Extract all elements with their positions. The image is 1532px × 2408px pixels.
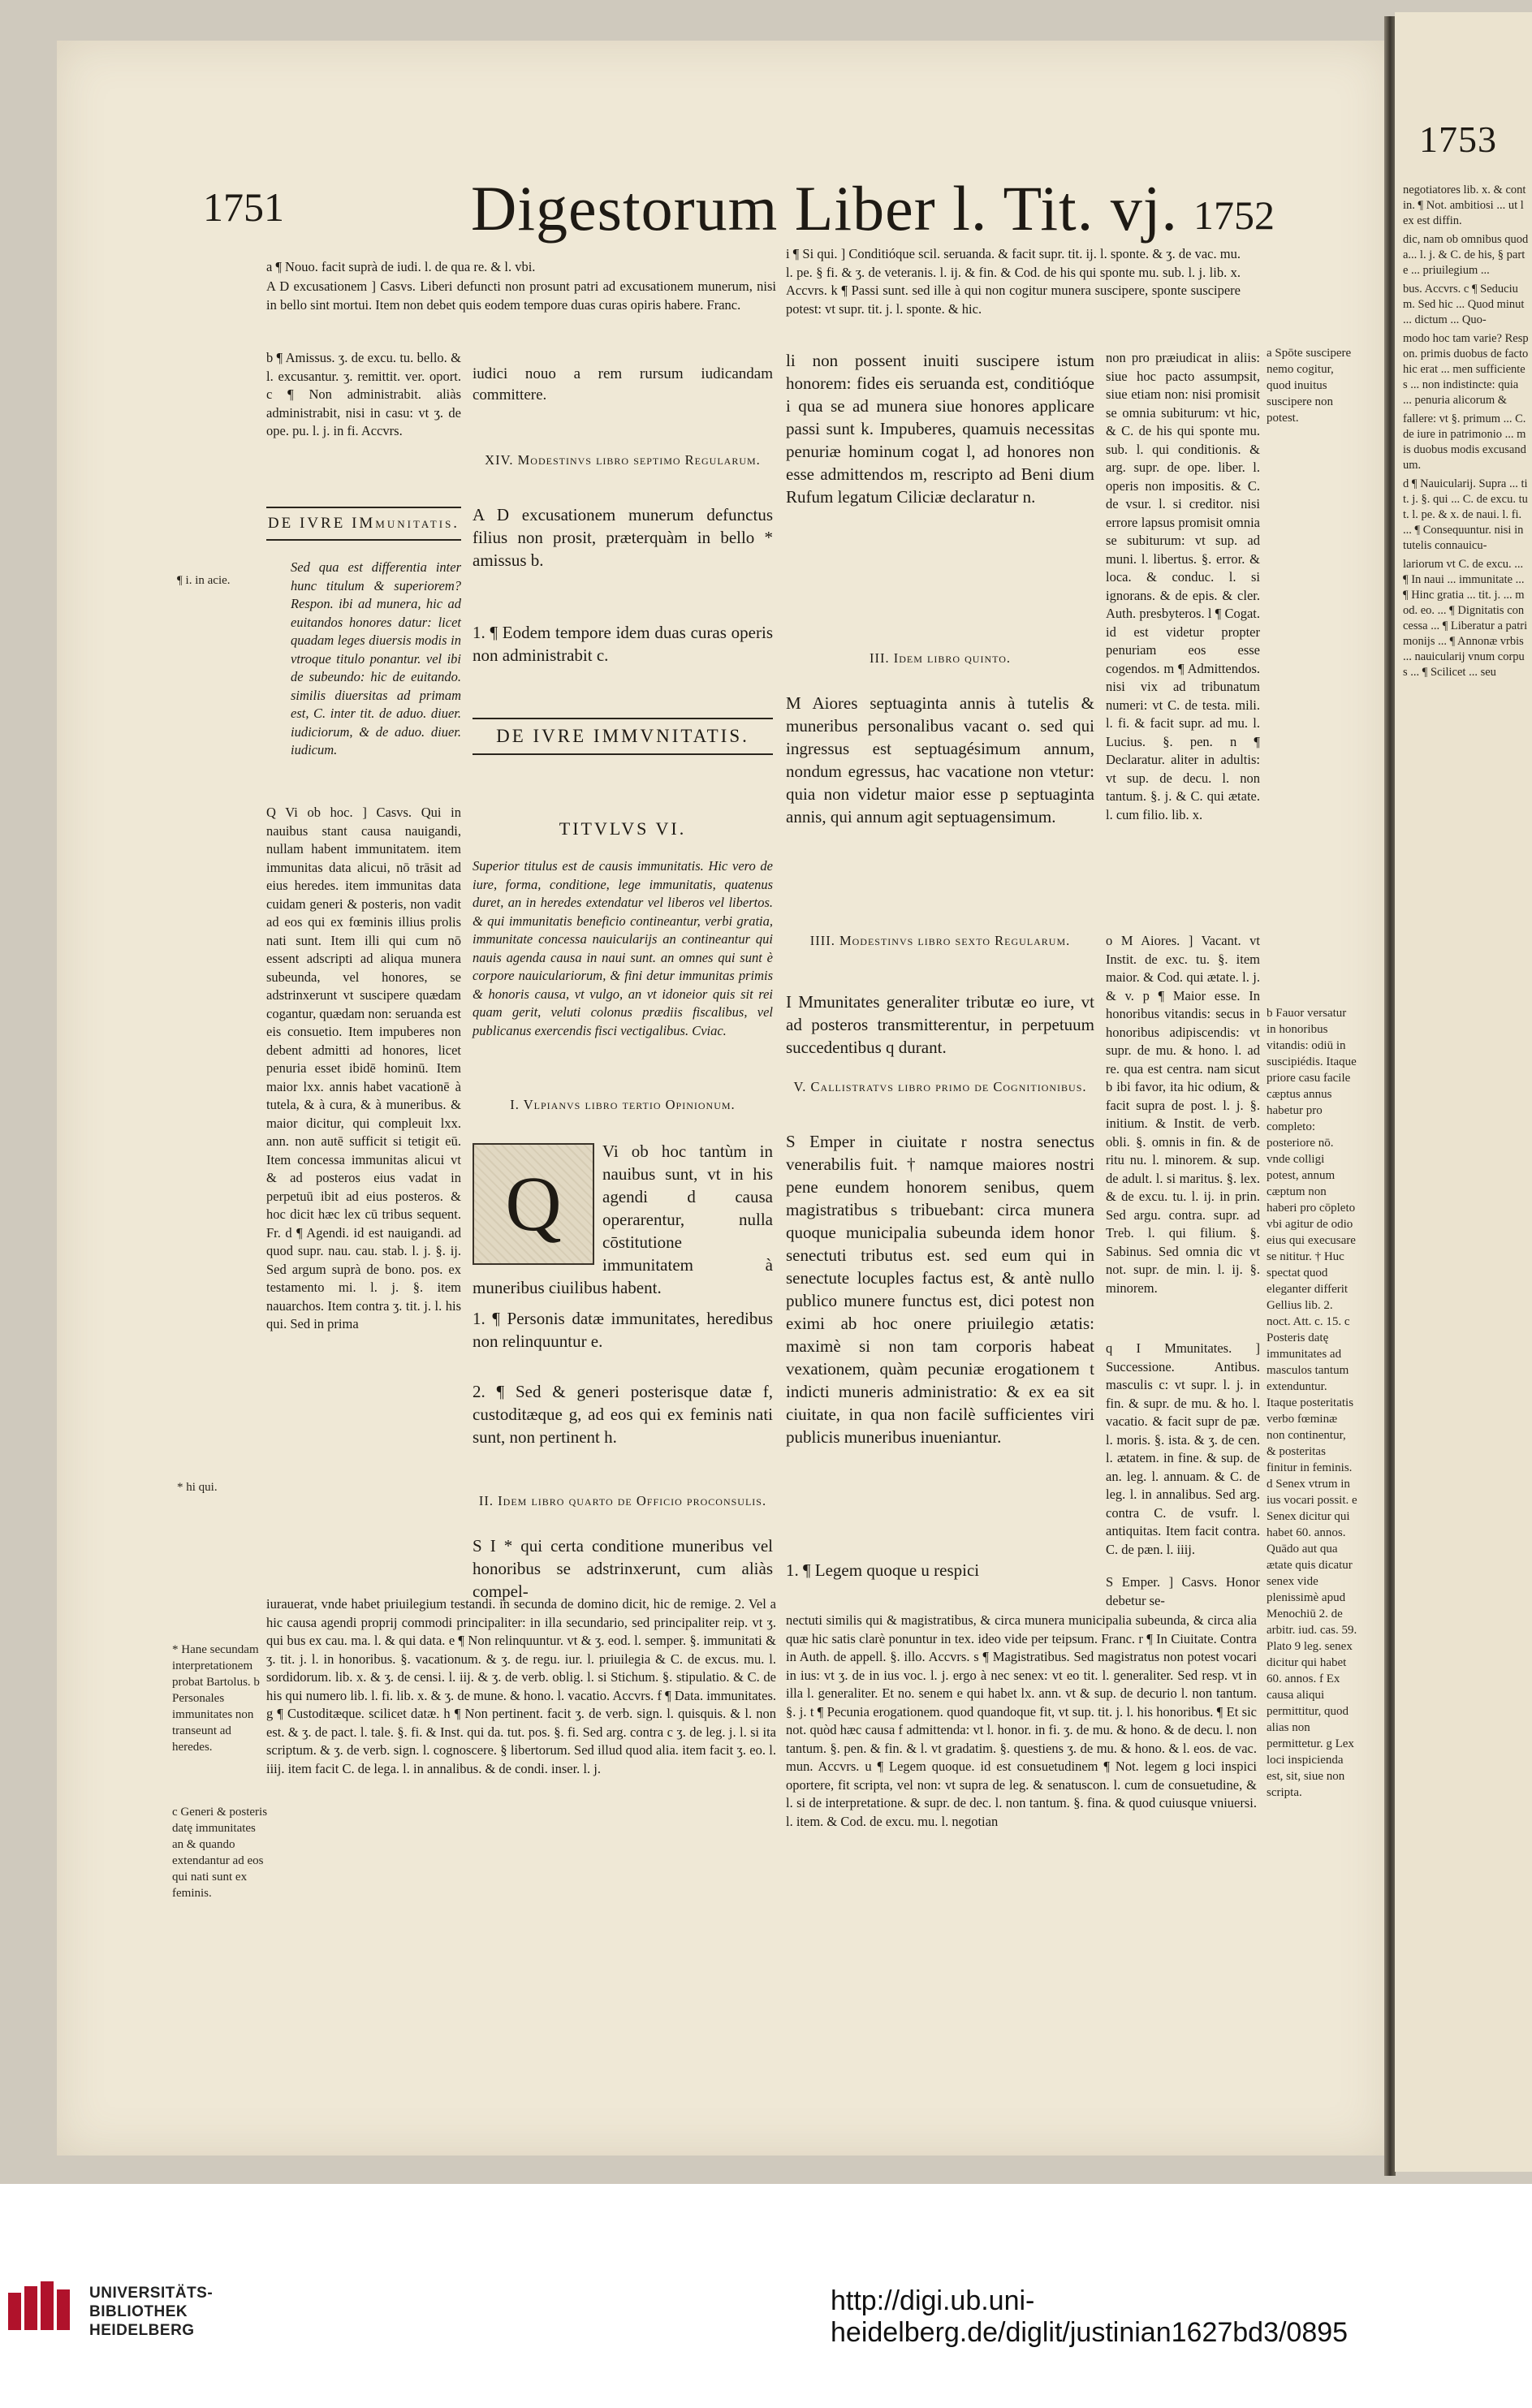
heading-idem-iii: III. Idem libro quinto. [869, 650, 1012, 666]
next-page-line: negotiatores lib. x. & contin. ¶ Not. ambitiosi ... ut lex est diffin. [1403, 183, 1526, 227]
next-page-line: d ¶ Nauicularij. Supra ... tit. j. §. qui ... C. de excu. tut. l. pe. & x. de naui. l. fi. ... ¶ Consequuntur. nisi in tutelis connauicu- [1403, 477, 1528, 552]
ornate-initial-q: Q [473, 1143, 594, 1265]
text-iiii: I Mmunitates generaliter tributæ eo iure, vt ad posteros transmitterentur, in perpetuum succedentibus q durant. [786, 992, 1094, 1057]
folio-right: 1752 [1193, 192, 1275, 238]
title-rubric: DE IVRE IMMVNITATIS. [496, 726, 749, 746]
gloss-semper: S Emper. ] Casvs. Honor debetur se- [1106, 1574, 1260, 1608]
title-block [473, 713, 773, 760]
heading-modestinus-iiii: IIII. Modestinvs libro sexto Regularum. [809, 933, 1071, 948]
next-page-line: lariorum vt C. de excu. ... ¶ In naui ... immunitate ... ¶ Hinc gratia ... tit. j. ... mod. eo. ... ¶ Dignitatis concessa ... ¶ Liberatur a patrimonijs ... ¶ Annonæ vrbis ... nauicularij vnum corpus ... ¶ Scilicet ... seu [1403, 558, 1528, 679]
gloss-column-right: non pro præiudicat in aliis: siue hoc pacto assumpsit, siue etiam non: nisi promisit se omnia subiturum: vt hic, & C. de his qui sponte mu. sub. l. qui conditionis. & arg. supr. de ope. liber. l. operis non impositis. & C. de vsur. l. si creditor. nisi errore lapsus promisit omnia se subiturum: vt sup. ad muni. l. libertus. §. error. & loca. & conduc. l. si ignorans. & de epis. & cler. Auth. presbyteros. l ¶ Cogat. id est videtur propter penuriam eos esse cogendos. m ¶ Admittendos. nisi vix ad tribunatum numeri: vt C. de testa. mili. l. fi. & facit supr. ad mu. l. Lucius. §. pen. n ¶ Declaratur. aliter in adultis: vt sup. de decu. l. non tantum. §. j. & C. qui ætate. l. cum filio. lib. x. [1106, 350, 1260, 822]
text-i-2: 2. ¶ Sed & generi posterisque datæ f, custoditæque g, ad eos qui ex feminis nati sunt, non pertinent h. [473, 1382, 773, 1447]
rule-line [473, 718, 773, 719]
text-honorem: li non possent inuiti suscipere istum honorem: fides eis seruanda est, conditióque i qua se ad munera siue honores applicare passi sunt k. Impuberes, quamuis necessitas penuriæ hominum cogat l, ad honores non esse admittendos m, rescripto ad Beni dium Rufum legatum Ciliciæ declaratur n. [786, 351, 1094, 507]
library-name-line: BIBLIOTHEK [89, 2303, 188, 2320]
rubric-de-iure: DE IVRE IMmunitatis. [267, 515, 460, 532]
next-page-text [1403, 183, 1529, 684]
text-v-1: 1. ¶ Legem quoque u respici [786, 1560, 980, 1580]
gloss-maiores: o M Aiores. ] Vacant. vt Instit. de exc. tu. §. item maior. & Cod. qui ætate. l. j. & v. p ¶ Maior esse. In honoribus vitandis: secus in honoribus adipiscendis: vt supr. de mu. & hono. l. ad re. qua est centra. nam sicut b ibi favor, ita hic odium, & facit supra de post. l. j. §. initium. & Instit. de verb. obli. §. omnis in fin. & de ritu nu. l. minorem. & sup. de adult. l. si maritus. §. lex. & de excu. tu. l. ij. in prin. Sed argu. contra. supr. ad Treb. l. qui filium. §. Sabinus. Sed omnia dic vt not. supr. de min. l. ij. §. minorem. [1106, 933, 1260, 1296]
text-xiv-1: 1. ¶ Eodem tempore idem duas curas operis non administrabit c. [473, 623, 773, 665]
gloss-qui-ob-hoc: Q Vi ob hoc. ] Casvs. Qui in nauibus stant causa nauigandi, nullam habent immunitatem. item immunitas data alicui, nō trāsit ad eius heredes. item immunitas data cuidam generi & posteris, non vadit ad eos qui ex fœminis illius prolis nati sunt. Item illi qui cum nō essent adscripti ad aliqua munera subeunda, vel honores, se adstrinxerunt vt suscipere quædam cogantur, quædam non: seruanda est eis consuetio. Item impuberes non debent admitti ad honores, licet penuria esset ibidē hominū. Item maior lxx. annis habet vacationē à tutela, & à cura, & à muneribus. & maior dicitur, qui compleuit lxx. ann. non autē sufficit si tetigit eū. Item concessa immunitas alicui vt & ad posteros eius vadat in perpetuū ibit ad eius posteros. & hoc dicit hæc lex cū tribus sequent. Fr. d ¶ Agendi. id est nauigandi. ad quod supr. nau. cau. stab. l. j. §. ij. Sed argum suprà de bono. pos. ex testamento mi. l. j. §. item nauarchos. Item contra ʒ. tit. j. l. his qui. Sed in prima [266, 805, 461, 1331]
title-summary: Superior titulus est de causis immunitatis. Hic vero de iure, forma, conditione, lege immunitatis, quatenus duret, an in heredes extendatur vel liberos vel libertos. & qui immunitatis beneficio contineantur, verbi gratia, immunitate concessa nauicularijs an contineantur qui nauis agenda causa in naui sunt. an omnes qui sunt è corpore nauiculariorum, & fini detur immunitas primis & honoris causa, vt vulgo, an vt idoneior quis sit rei quam gerit, veluti colonus prædiis fiscalibus, vel publicanus exercendis fisci vectigalibus. Cviac. [473, 858, 773, 1038]
library-logo-icon [6, 2281, 71, 2332]
heading-callistratus-v: V. Callistratvs libro primo de Cognitionibus. [793, 1079, 1087, 1094]
margin-note-left: ¶ i. in acie. [177, 574, 231, 587]
text-i-1: 1. ¶ Personis datæ immunitates, heredibus non relinquuntur e. [473, 1309, 773, 1351]
book-page-right [1395, 12, 1532, 2172]
text-i-body: Vi ob hoc tantùm in nauibus sunt, vt in his agendi d causa operarentur, nulla cōstitutione immunitatem à muneribus ciuilibus habent. [473, 1141, 773, 1297]
gloss-b-c: b ¶ Amissus. ʒ. de excu. tu. bello. & l. excusantur. ʒ. remittit. ver. oport. c ¶ Non administrabit. aliàs administrabit, nisi in casu: vt ʒ. de ope. pu. l. j. in fi. Accvrs. [266, 350, 461, 438]
book-gutter [1384, 16, 1396, 2176]
folio-left: 1751 [203, 184, 284, 230]
heading-idem-ii: II. Idem libro quarto de Officio proconsulis. [478, 1493, 767, 1508]
margin-note-right: a Spōte suscipere nemo cogitur, quod inuitus suscipere non potest. [1267, 347, 1352, 425]
text-v: S Emper in ciuitate r nostra senectus venerabilis fuit. † namque maiores nostri pene eundem honorem senibus, quem magistratibus s tribuebant: circa munera quoque municipalia subeunda idem honor senectuti tributus est. sed eum qui in senectute locuples factus est, & antè nullo publico munere functus est, dici potest non eximi ab hoc onere priuilegio ætatis: maximè si non tam corporis habeat vexationem, quàm pecuniæ erogationem t indicti muneris administratio: & ex ea sit ciuitate, in qua non facilè sufficientes viri publicis muneribus inueniantur. [786, 1132, 1094, 1447]
page-title: Digestorum Liber l. Tit. vj. [471, 173, 1178, 244]
rule-line [266, 507, 461, 508]
source-url[interactable]: http://digi.ub.uni-heidelberg.de/diglit/justinian1627bd3/0895 [831, 2285, 1349, 2348]
titulus-heading: TITVLVS VI. [559, 818, 687, 839]
rubric-column [266, 502, 461, 546]
margin-note-left: c Generi & posteris datę immunitates an & quando extendantur ad eos qui nati sunt ex feminis. [172, 1806, 268, 1900]
bottom-gloss-right: nectuti similis qui & magistratibus, & circa munera municipalia subeunda, & circa alia quæ hic satis clarè ponuntur in tex. ideo vide per teipsum. Franc. r ¶ In Ciuitate. Contra in Auth. de appell. §. illo. Accvrs. s ¶ Magistratibus. Sed magistratus non potest vocari in ius: vt ʒ. de in ius voc. l. j. ergo à nec senex: vt eo tit. l. generaliter. Sed resp. vt in illa l. generaliter. Et no. senem e qui habet lx. ann. vt & sup. de decurio l. non tantum. §. j. t ¶ Pecunia erogationem. quod quandoque fit, vt sup. tit. j. l. his honoribus. ¶ Et sic not. quòd hæc causa f admittenda: vt l. honor. in fi. ʒ. de mu. & hono. & de decu. l. non tantum. §. pen. & fin. & l. vt gradatim. §. questiens ʒ. de mu. & hono. & l. eos. de vac. mun. Accvrs. u ¶ Legem quoque. id est consuetudinem ¶ Not. legem g loci inspici oportere, fit scripta, vel non: vt supra de leg. & senatuscon. l. cum de consuetudine, & l. si de interpretatione. & supr. de dec. l. non tantum. §. fina. & quod cuiusque vniuersi. l. item. & Cod. de excu. mu. l. negotian [786, 1612, 1257, 1829]
gloss-casus: A D excusationem ] Casvs. Liberi defuncti non prosunt patri ad excusationem munerum, nisi in bello sint mortui. Item non debet quis eodem tempore duas curas opiris habere. Franc. [266, 278, 776, 313]
text-ii: S I * qui certa conditione muneribus vel honoribus se adstrinxerunt, cum aliàs compel- [473, 1536, 773, 1601]
bottom-gloss-left: iurauerat, vnde habet priuilegium testandi. in secunda de domino dicit, hic de remige. 2. Vel a hic causa agendi proprij commodi principaliter: in illa secundario, sed principaliter reip. vt ʒ. qui bus ex cau. ma. l. & qui data. e ¶ Non relinquuntur. vt & ʒ. eod. l. semper. §. immunitati & ʒ. tit. j. l. in honoribus. §. vacationum. & ʒ. de regu. iur. l. priuilegia & C. de excus. mu. l. sordidorum. lib. x. & ʒ. de censi. l. iij. & ʒ. de verb. oblig. l. si Stichum. §. stipulatio. & C. de his qui numero lib. l. fi. lib. x. & ʒ. de mune. & hono. l. vacatio. Accvrs. f ¶ Data. immunitates. g ¶ Custoditæque. scilicet datæ. h ¶ Non pertinent. facit ʒ. de verb. sign. l. quisquis. & l. non est. & ʒ. de pact. l. tale. §. fi. & Inst. qui da. tut. pos. §. fi. Sed arg. contra c ʒ. de leg. j. l. si ita scriptum. & ʒ. de verb. sign. l. cognoscere. § libertorum. Sed illud quod alia. item facit ʒ. eo. l. iiij. item facit C. de lega. l. in annalibus. & de condi. inser. l. j. [266, 1596, 776, 1776]
heading-ulpianus-i: I. Vlpianvs libro tertio Opinionum. [510, 1097, 736, 1112]
text-xiv: A D excusationem munerum defunctus filius non prosit, præterquàm in bello * amissus b. [473, 505, 773, 570]
margin-note-left: * hi qui. [177, 1481, 218, 1494]
gloss-immunitates: q I Mmunitates. ] Successione. Antibus. masculis c: vt supr. l. j. in fin. & supr. de mu. & ho. l. vacatio. & facit supr de pæ. l. moris. §. ista. & ʒ. de cen. l. ætatem. in fine. & sup. de an. leg. l. annuam. & C. de leg. l. in annalibus. Sed arg. contra C. de vsufr. l. antiquitas. Item facit contra. C. de pæn. l. iiij. [1106, 1340, 1260, 1557]
library-name [89, 2284, 213, 2340]
gloss-si-qui: i ¶ Si qui. ] Conditióque scil. seruanda. & facit supr. tit. ij. l. sponte. & ʒ. de vac. mu. l. pe. § fi. & ʒ. de veteranis. l. ij. & fin. & Cod. de his qui sponte mu. sub. l. j. lib. x. Accvrs. k ¶ Passi sunt. sed ille à qui non cogitur munera suscipere, sponte suscipere potest: vt supr. tit. j. l. sponte. & hic. [786, 246, 1241, 317]
gloss-intro: a ¶ Nouo. facit suprà de iudi. l. de qua re. & l. vbi. [266, 259, 536, 274]
next-page-line: modo hoc tam varie? Respon. primis duobus de facto hic erat ... men sufficientes ... non indistincte: quia ... penuria alicorum & [1403, 332, 1529, 407]
text-iii: M Aiores septuaginta annis à tutelis & muneribus personalibus vacant o. sed qui ingressus est septuagésimum annum, nondum egressus, hac vacatione non vtetur: quia non videtur maior esse p septuaginta annis, qui annum agit septuagensimum. [786, 693, 1094, 826]
next-page-folio: 1753 [1419, 119, 1497, 160]
next-page-line: fallere: vt §. primum ... C. de iure in patrimonio ... mis duobus modis excusandum. [1403, 412, 1526, 472]
next-page-line: dic, nam ob omnibus quod a... l. j. & C. de his, § parte ... priuilegium ... [1403, 233, 1529, 277]
gloss-sed-differentia: Sed qua est differentia inter hunc titulum & superiorem? Respon. ibi ad munera, hic ad euitandos honores datur: licet quadam leges diuersis modis in vtroque titulo ponantur. vel ibi de subeundo: hic de euitando. similis diuersitas ad primam est, C. inter tit. de aduo. diuer. iudiciorum, & de aduo. diuer. iudicum. [291, 559, 461, 757]
library-name-line: UNIVERSITÄTS- [89, 2285, 214, 2302]
library-name-line: HEIDELBERG [89, 2322, 195, 2339]
next-page-line: bus. Accvrs. c ¶ Seducium. Sed hic ... Quod minut ... dictum ... Quo- [1403, 283, 1525, 326]
rule-line [473, 753, 773, 755]
text-i [473, 1140, 773, 1299]
heading-modestinus-xiv: XIV. Modestinvs libro septimo Regularum. [485, 452, 761, 468]
rule-line [266, 539, 461, 541]
margin-note-right: b Fauor versatur in honoribus vitandis: odiū in suscipiédis. Itaque priore casu facile cæptus annus habetur pro completo: posteriore nō. vnde colligi potest, annum cæptum non haberi pro cōpleto vbi agitur de odio eius qui execusare se nititur. † Huc spectat quod eleganter differit Gellius lib. 2. noct. Att. c. 15. c Posteris datę immunitates ad masculos tantum extenduntur. Itaque posteritatis verbo fœminæ non continentur, & posteritas finitur in feminis. d Senex vtrum in ius vocari possit. e Senex dicitur qui habet 60. annos. Quādo aut qua ætate quis dicatur senex vide plenissimè apud Menochiū 2. de arbitr. iud. cas. 59. Plato 9 leg. senex dicitur qui habet 60. annos. f Ex causa aliqui permittitur, quod alias non permittetur. g Lex loci inspicienda est, sit, siue non scripta. [1267, 1007, 1357, 1799]
text-iudici: iudici nouo a rem rursum iudicandam committere. [473, 365, 773, 403]
margin-note-left: * Hane secundam interpretationem probat Bartolus. b Personales immunitates non transeunt ad heredes. [172, 1643, 260, 1754]
